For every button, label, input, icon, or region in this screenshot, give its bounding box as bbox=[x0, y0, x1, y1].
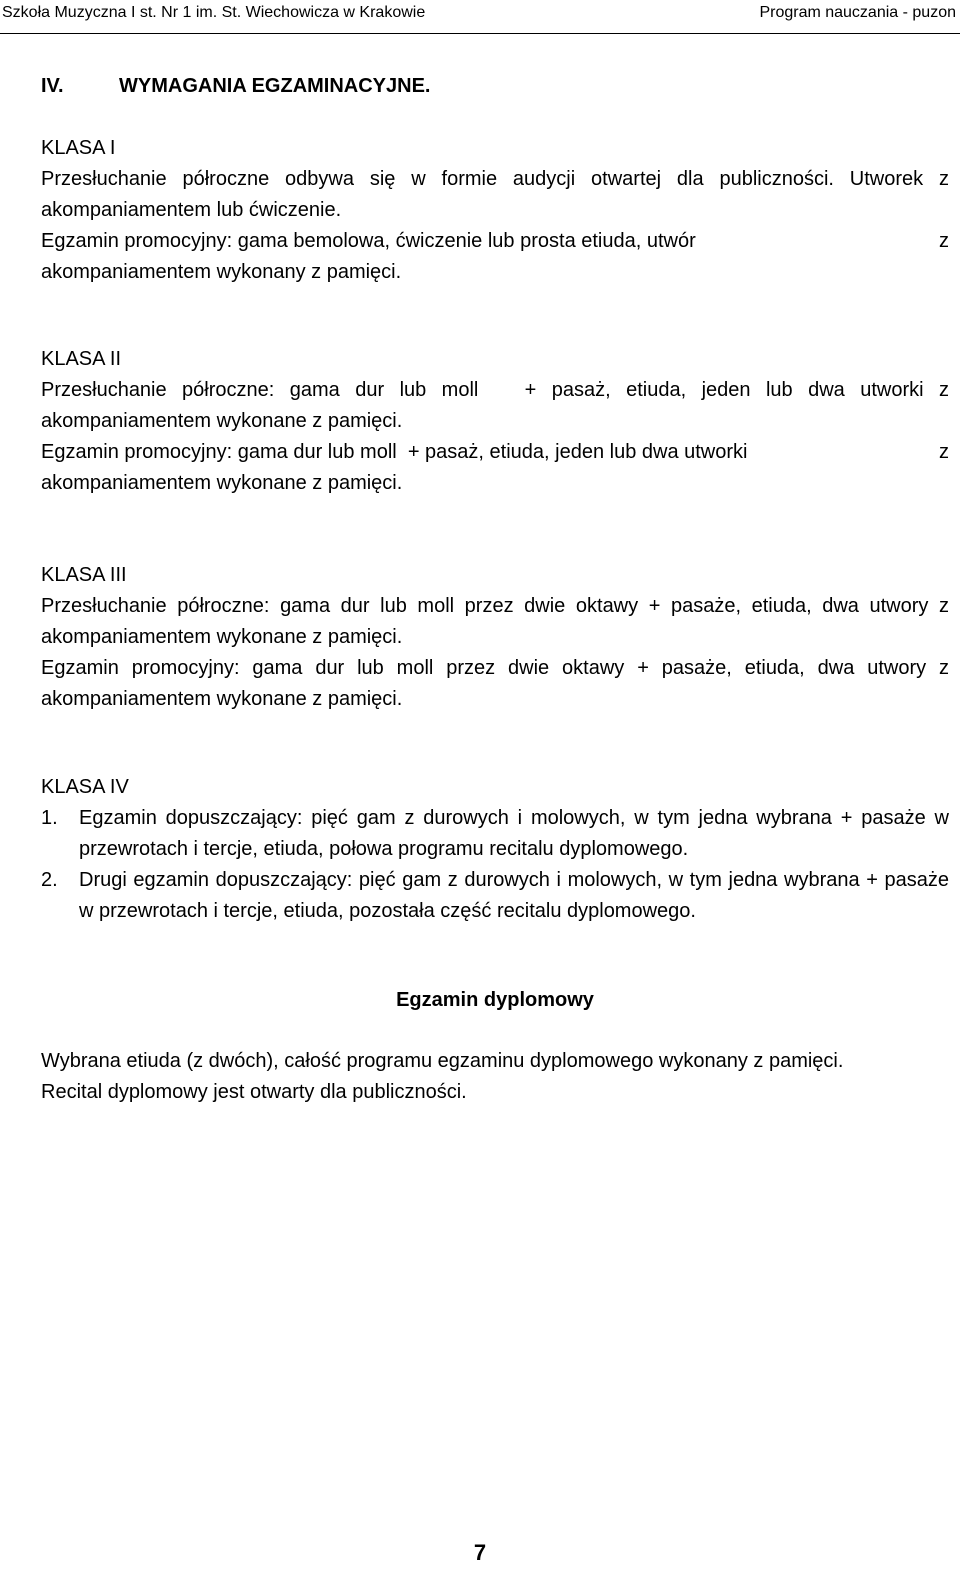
klasa-2-text-b-line1 bbox=[41, 437, 949, 468]
klasa-1-text-a: Przesłuchanie półroczne odbywa się w formie audycji otwartej dla publiczności. Utworek z akompaniamentem lub ćwiczenie. bbox=[41, 168, 949, 221]
klasa-1-section bbox=[41, 133, 949, 288]
chapter-number: IV. bbox=[41, 75, 64, 97]
klasa-2-title: KLASA II bbox=[41, 348, 122, 370]
klasa-3-text-a: Przesłuchanie półroczne: gama dur lub moll przez dwie oktawy + pasaże, etiuda, dwa utwory z akompaniamentem wykonane z pamięci. bbox=[41, 595, 949, 648]
klasa-2-text-b-start: Egzamin promocyjny: gama dur lub moll + pasaż, etiuda, jeden lub dwa utworki bbox=[41, 441, 748, 463]
page-header bbox=[0, 0, 960, 34]
dyplom-title: Egzamin dyplomowy bbox=[396, 989, 594, 1011]
chapter-heading bbox=[41, 71, 430, 102]
klasa-4-item-2-number: 2. bbox=[41, 869, 58, 891]
header-program-title: Program nauczania - puzon bbox=[759, 4, 956, 21]
klasa-2-section bbox=[41, 344, 955, 499]
klasa-2-text-b-z: z bbox=[939, 441, 949, 463]
klasa-1-text-b-z: z bbox=[939, 230, 949, 252]
page-number: 7 bbox=[473, 1540, 487, 1565]
klasa-4-item-2-text: Drugi egzamin dopuszczający: pięć gam z durowych i molowych, w tym jedna wybrana + pasaże w przewrotach i tercje, etiuda, pozostała część recitalu dyplomowego. bbox=[79, 869, 949, 922]
dyplom-section bbox=[41, 1046, 949, 1108]
klasa-2-text-a: Przesłuchanie półroczne: gama dur lub moll + pasaż, etiuda, jeden lub dwa utworki z akompaniamentem wykonane z pamięci. bbox=[41, 379, 955, 432]
klasa-4-item-1 bbox=[41, 803, 949, 865]
chapter-title: WYMAGANIA EGZAMINACYJNE. bbox=[119, 75, 431, 97]
dyplom-text-b: Recital dyplomowy jest otwarty dla publiczności. bbox=[41, 1081, 467, 1103]
klasa-4-title: KLASA IV bbox=[41, 776, 129, 798]
klasa-1-text-b-start: Egzamin promocyjny: gama bemolowa, ćwiczenie lub prosta etiuda, utwór bbox=[41, 230, 696, 252]
klasa-4-item-1-number: 1. bbox=[41, 807, 58, 829]
klasa-3-title: KLASA III bbox=[41, 564, 127, 586]
klasa-3-text-b: Egzamin promocyjny: gama dur lub moll przez dwie oktawy + pasaże, etiuda, dwa utwory z akompaniamentem wykonane z pamięci. bbox=[41, 657, 949, 710]
klasa-1-title: KLASA I bbox=[41, 137, 116, 159]
klasa-4-item-2 bbox=[41, 865, 949, 927]
klasa-4-section bbox=[41, 772, 949, 803]
klasa-1-text-b-line1 bbox=[41, 226, 949, 257]
klasa-2-text-b-line2: akompaniamentem wykonane z pamięci. bbox=[41, 472, 403, 494]
dyplom-text-a: Wybrana etiuda (z dwóch), całość programu egzaminu dyplomowego wykonany z pamięci. bbox=[41, 1050, 844, 1072]
klasa-1-text-b-line2: akompaniamentem wykonany z pamięci. bbox=[41, 261, 402, 283]
header-school-name: Szkoła Muzyczna I st. Nr 1 im. St. Wiechowicza w Krakowie bbox=[2, 4, 426, 21]
klasa-4-item-1-text: Egzamin dopuszczający: pięć gam z durowych i molowych, w tym jedna wybrana + pasaże w przewrotach i tercje, etiuda, połowa programu recitalu dyplomowego. bbox=[79, 807, 949, 860]
klasa-3-section bbox=[41, 560, 949, 715]
